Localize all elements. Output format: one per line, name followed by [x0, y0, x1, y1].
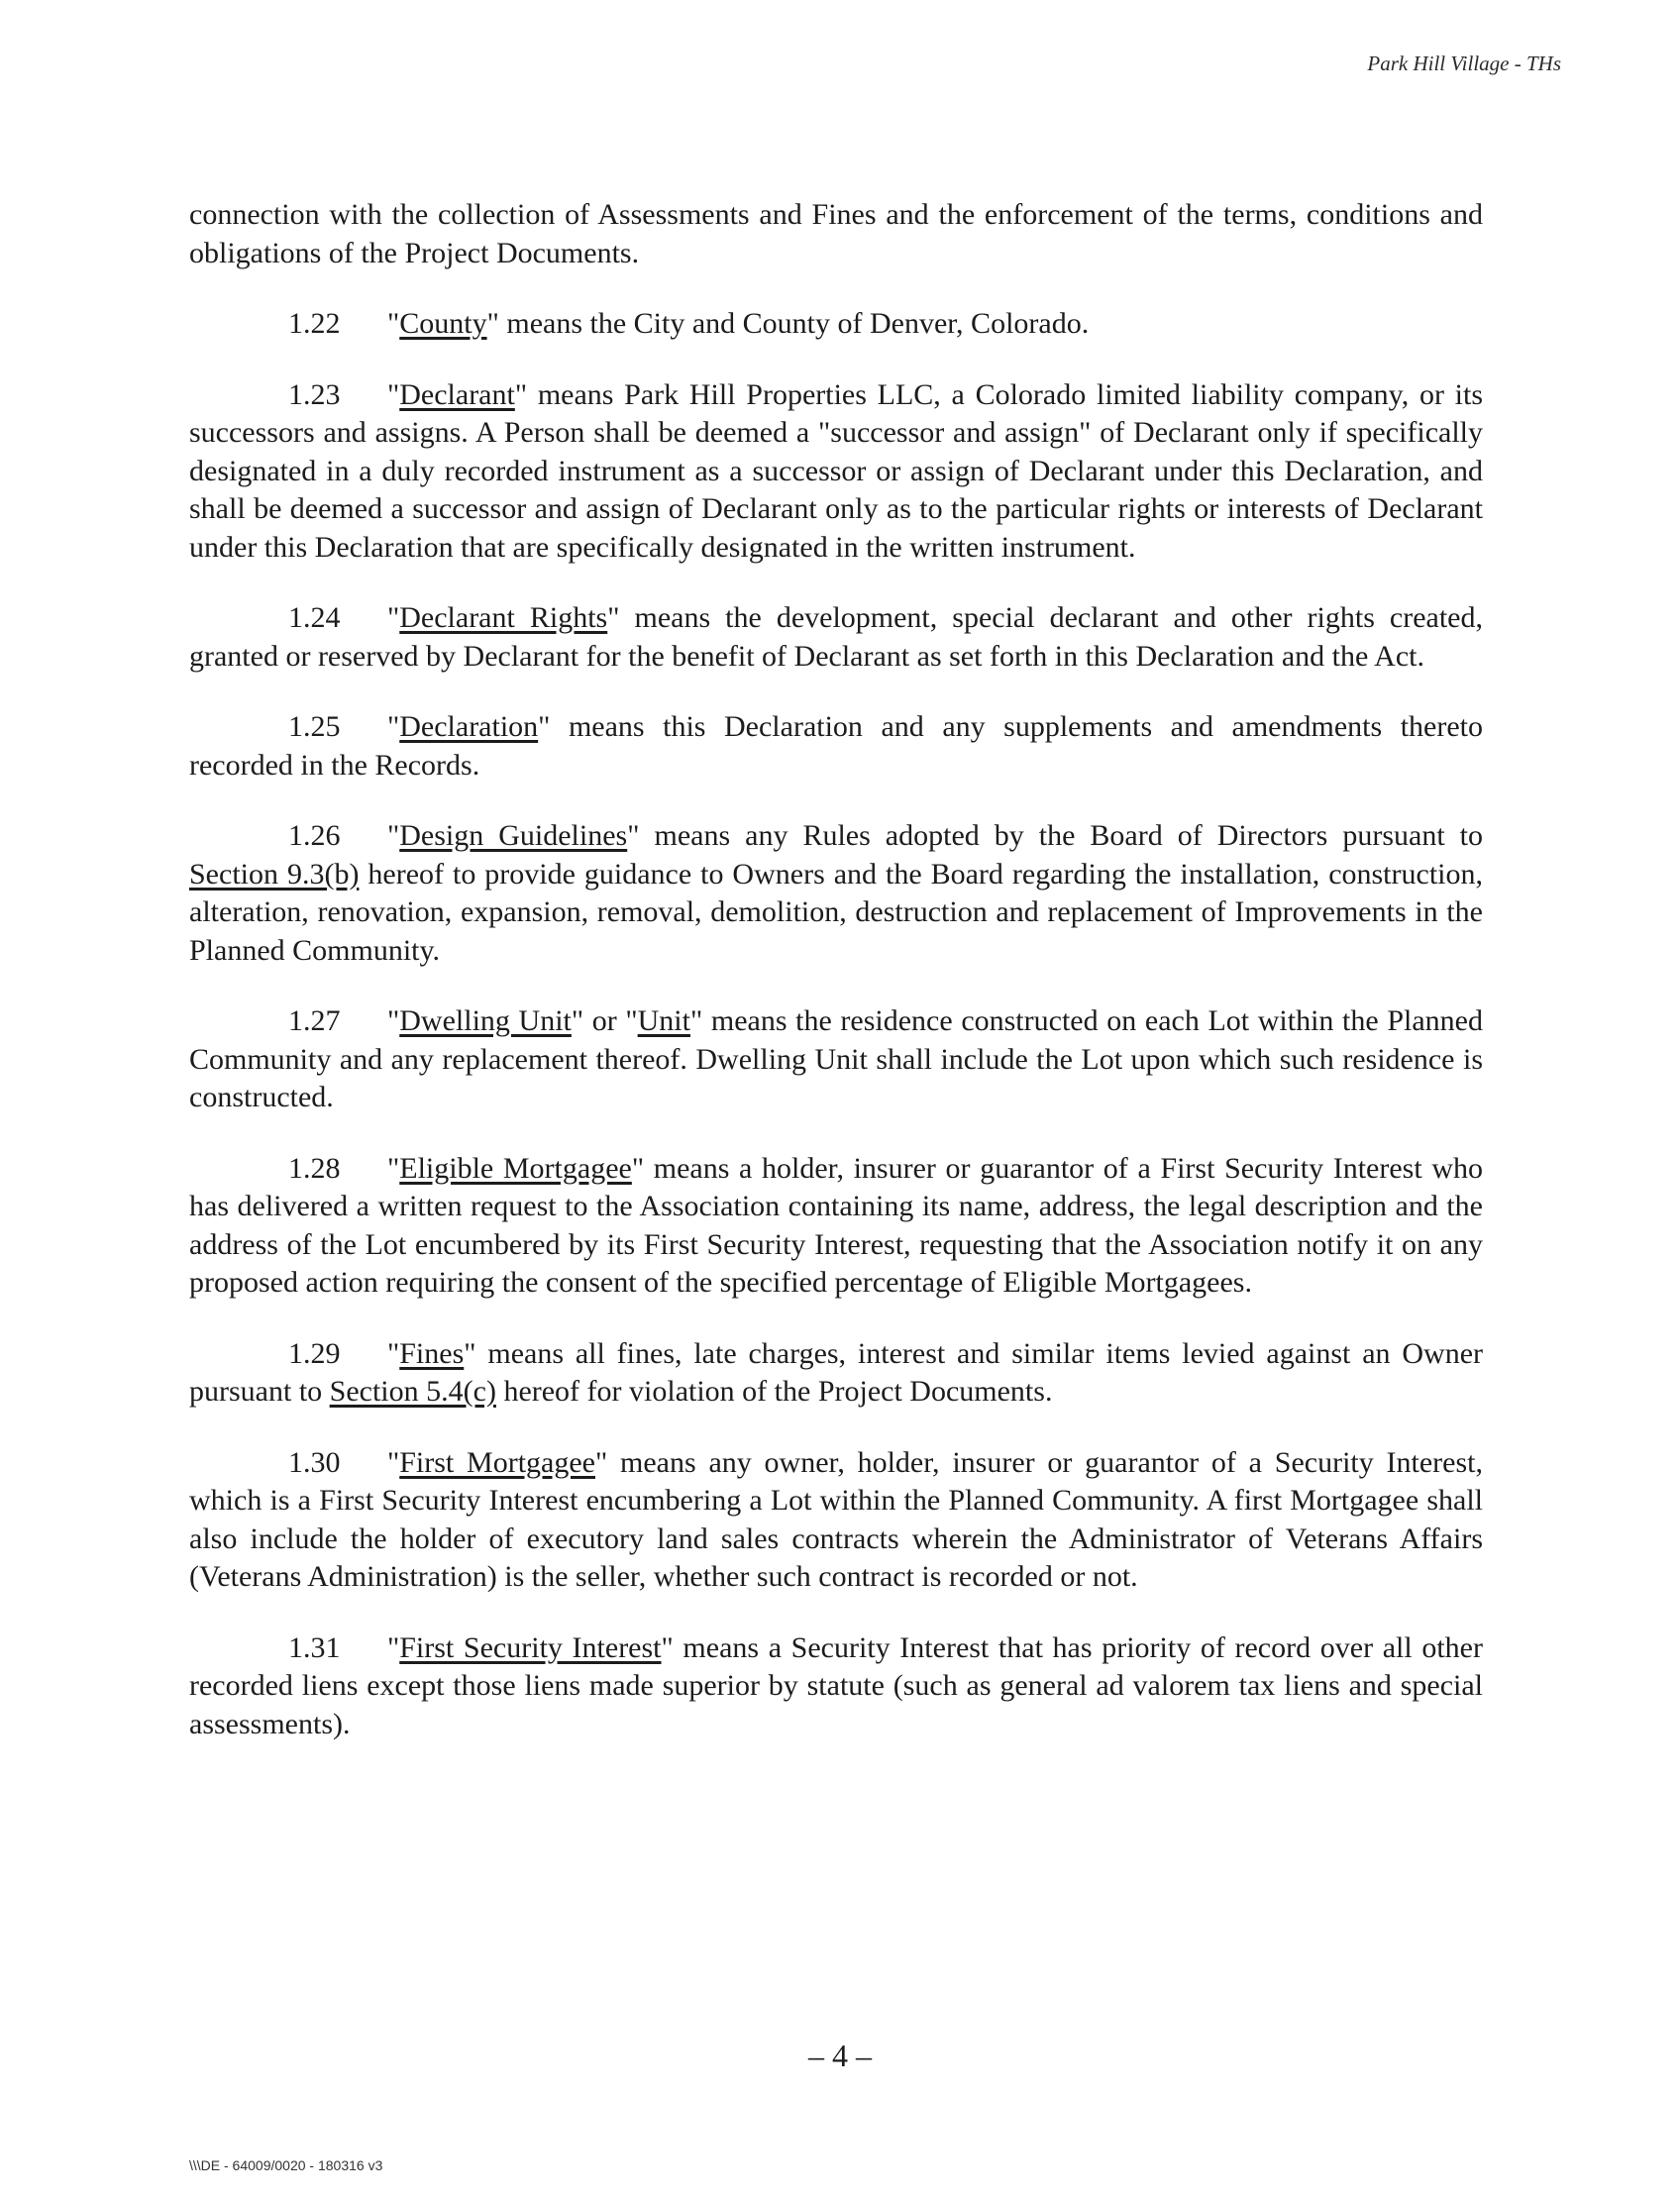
defined-term: Fines: [399, 1336, 465, 1370]
defined-term: Declarant Rights: [399, 601, 608, 634]
section-number: 1.23: [288, 377, 341, 411]
definition-text: ": [387, 1151, 400, 1185]
definition-paragraph: [189, 1444, 1483, 1597]
defined-term: Design Guidelines: [399, 819, 628, 852]
section-number: 1.31: [288, 1630, 341, 1664]
definition-paragraph: [189, 1002, 1483, 1117]
definition-text: ": [387, 1004, 400, 1037]
continuation-paragraph: connection with the collection of Assessments and Fines and the enforcement of the terms, conditions and obligations of the Project Documents.: [189, 198, 1483, 269]
section-number: 1.28: [288, 1151, 341, 1185]
definition-paragraph: [189, 376, 1483, 568]
section-number: 1.30: [288, 1445, 341, 1479]
definition-text: ": [387, 1336, 400, 1370]
defined-term: County: [399, 307, 487, 340]
definition-text: " means any Rules adopted by the Board of Directors pursuant to: [627, 819, 1484, 852]
definition-text: ": [387, 819, 400, 852]
definition-text: ": [387, 1445, 400, 1479]
definition-text: " means all fines, late charges, interest and similar items levied against an Owner pursuant to: [189, 1336, 1483, 1408]
definition-text: ": [387, 377, 400, 411]
section-number: 1.27: [288, 1004, 341, 1037]
defined-term: Unit: [637, 1004, 690, 1037]
section-number: 1.26: [288, 819, 341, 852]
definition-paragraph: [189, 1335, 1483, 1412]
definition-text: hereof to provide guidance to Owners and the Board regarding the installation, construction, alteration, renovation, expansion, removal, demolition, destruction and replacement of Improvements in the Planned Community.: [189, 857, 1483, 967]
definition-paragraph: [189, 1150, 1483, 1303]
definition-text: ": [387, 307, 400, 340]
document-body: [189, 196, 1483, 1776]
definition-paragraph: [189, 599, 1483, 676]
defined-term: Section 5.4(c): [329, 1375, 496, 1408]
definition-paragraph: [189, 305, 1483, 344]
definition-text: " or ": [571, 1004, 638, 1037]
section-number: 1.29: [288, 1336, 341, 1370]
section-number: 1.22: [288, 307, 341, 340]
section-number: 1.25: [288, 710, 341, 743]
definition-paragraph: [189, 1629, 1483, 1744]
document-id: \\\DE - 64009/0020 - 180316 v3: [189, 2157, 383, 2173]
definition-text: " means the residence constructed on each Lot within the Planned Community and any replacement thereof. Dwelling Unit shall include the Lot upon which such residence is constructed.: [189, 1004, 1483, 1113]
definition-text: " means a Security Interest that has priority of record over all other recorded liens except those liens made superior by statute (such as general ad valorem tax liens and special assessments).: [189, 1630, 1483, 1740]
defined-term: Declaration: [399, 710, 539, 743]
definition-paragraph: [189, 708, 1483, 785]
page-number: – 4 –: [808, 2038, 872, 2073]
defined-term: First Security Interest: [399, 1630, 662, 1664]
defined-term: Section 9.3(b): [189, 857, 360, 891]
definition-text: " means the development, special declarant and other rights created, granted or reserved by Declarant for the benefit of Declarant as set forth in this Declaration and the Act.: [189, 601, 1483, 673]
definition-text: " means Park Hill Properties LLC, a Colorado limited liability company, or its successors and assigns. A Person shall be deemed a "successor and assign" of Declarant only if specifically designated in a duly recorded instrument as a successor or assign of Declarant under this Declaration, and shall be deemed a successor and assign of Declarant only as to the particular rights or interests of Declarant under this Declaration that are specifically designated in the written instrument.: [189, 377, 1483, 564]
definition-text: hereof for violation of the Project Documents.: [495, 1375, 1053, 1408]
definition-text: " means the City and County of Denver, Colorado.: [486, 307, 1090, 340]
definition-text: ": [387, 601, 400, 634]
definition-text: ": [387, 710, 400, 743]
definition-text: " means a holder, insurer or guarantor of a First Security Interest who has delivered a written request to the Association containing its name, address, the legal description and the address of the Lot encumbered by its First Security Interest, requesting that the Association notify it on any proposed action requiring the consent of the specified percentage of Eligible Mortgagees.: [189, 1151, 1483, 1299]
definition-text: " means this Declaration and any supplements and amendments thereto recorded in the Records.: [189, 710, 1483, 782]
defined-term: Eligible Mortgagee: [399, 1151, 632, 1185]
definition-text: ": [387, 1630, 400, 1664]
definitions-list: [189, 305, 1483, 1743]
defined-term: First Mortgagee: [399, 1445, 595, 1479]
defined-term: Declarant: [399, 377, 515, 411]
definition-paragraph: [189, 817, 1483, 970]
section-number: 1.24: [288, 601, 341, 634]
definition-text: " means any owner, holder, insurer or guarantor of a Security Interest, which is a First Security Interest encumbering a Lot within the Planned Community. A first Mortgagee shall also include the holder of executory land sales contracts wherein the Administrator of Veterans Affairs (Veterans Administration) is the seller, whether such contract is recorded or not.: [189, 1445, 1483, 1593]
defined-term: Dwelling Unit: [399, 1004, 572, 1037]
running-header: Park Hill Village - THs: [1367, 52, 1561, 75]
